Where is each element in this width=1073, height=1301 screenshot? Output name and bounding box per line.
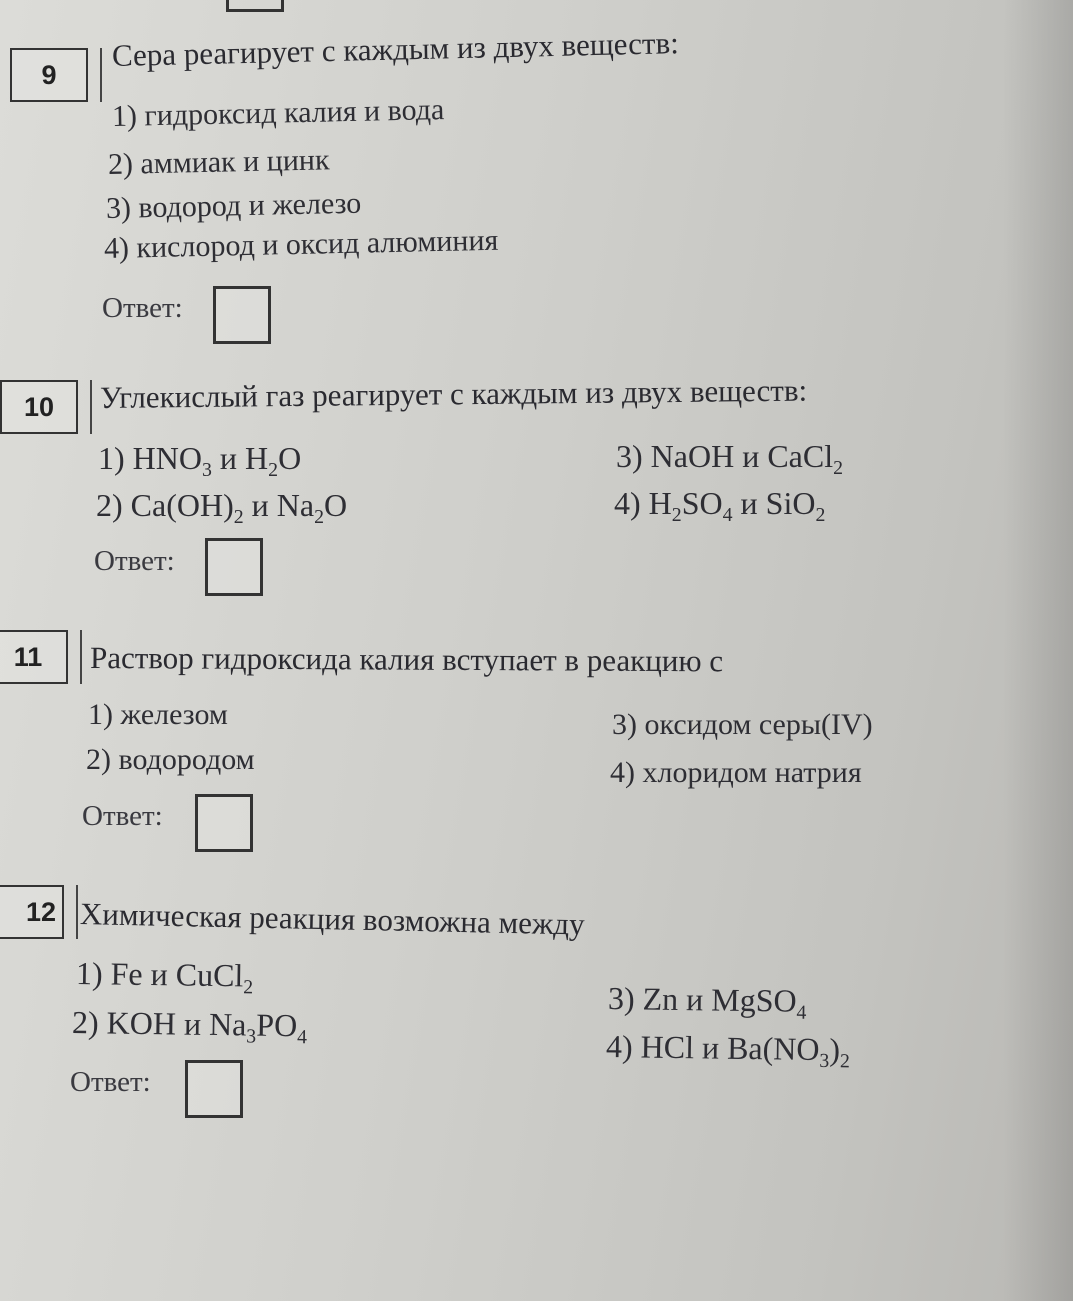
answer-label: Ответ: bbox=[102, 292, 183, 324]
answer-box[interactable] bbox=[213, 286, 271, 344]
option-3: 3) Zn и MgSO$_4$ bbox=[607, 980, 807, 1024]
answer-box[interactable] bbox=[185, 1060, 243, 1118]
question-number: 10 bbox=[0, 380, 78, 434]
question-number: 9 bbox=[10, 48, 88, 102]
question-text: Углекислый газ реагирует с каждым из двух веществ: bbox=[99, 372, 808, 415]
answer-box[interactable] bbox=[205, 538, 263, 596]
option-2: 2) водородом bbox=[86, 743, 255, 776]
option-2: 2) KOH и $Na_3PO_4$ bbox=[71, 1004, 308, 1049]
question-number: 12 bbox=[0, 885, 64, 939]
option-4: 4) HCl и $Ba(NO_3)_2$ bbox=[605, 1028, 851, 1073]
option-2: 2) аммиак и цинк bbox=[107, 143, 330, 181]
question-text: Раствор гидроксида калия вступает в реакцию с bbox=[89, 640, 724, 679]
answer-box[interactable] bbox=[195, 794, 253, 852]
page-shadow bbox=[1003, 0, 1073, 1301]
option-4: 4) хлоридом натрия bbox=[610, 756, 862, 789]
answer-label: Ответ: bbox=[70, 1066, 151, 1098]
answer-label: Ответ: bbox=[82, 800, 163, 832]
option-3: 3) водород и железо bbox=[105, 186, 362, 225]
option-1: 1) Fe и CuCl$_2$ bbox=[75, 955, 254, 999]
option-1: 1) железом bbox=[88, 698, 228, 731]
option-4: 4) кислород и оксид алюминия bbox=[103, 223, 499, 265]
option-4: 4) $H_2SO_4$ и SiO$_2$ bbox=[614, 485, 826, 526]
answer-label: Ответ: bbox=[94, 545, 175, 577]
option-2: 2) $Ca(OH)_2$ и $Na_2O$ bbox=[96, 487, 348, 528]
previous-answer-box[interactable] bbox=[226, 0, 284, 12]
option-1: 1) гидроксид калия и вода bbox=[111, 93, 445, 133]
question-number: 11 bbox=[0, 630, 68, 684]
option-3: 3) NaOH и CaCl$_2$ bbox=[616, 438, 844, 479]
option-3: 3) оксидом серы(IV) bbox=[612, 708, 873, 741]
question-text: Сера реагирует с каждым из двух веществ: bbox=[111, 25, 680, 73]
option-1: 1) $HNO_3$ и $H_2O$ bbox=[98, 440, 302, 481]
question-text: Химическая реакция возможна между bbox=[79, 896, 586, 942]
